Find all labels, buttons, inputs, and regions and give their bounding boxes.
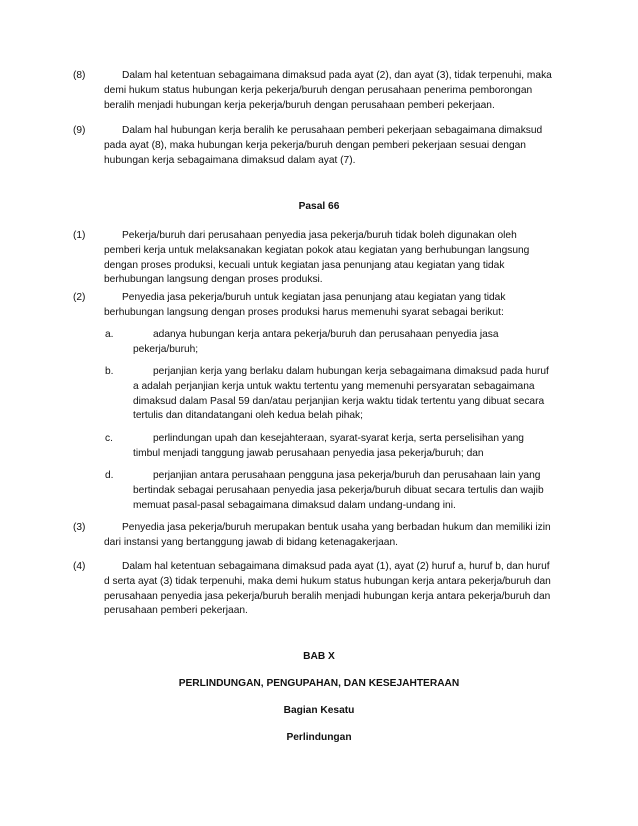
paragraph-line: dari instansi yang bertanggung jawab di bidang ketenagakerjaan.	[104, 536, 398, 548]
list-item-line: memuat pasal-pasal sebagaimana dimaksud dalam undang-undang ini.	[133, 499, 456, 511]
paragraph-line: dengan proses produksi, kecuali untuk kegiatan jasa penunjang atau kegiatan yang tidak	[104, 259, 505, 271]
paragraph-line: pemberi kerja untuk melaksanakan kegiatan pokok atau kegiatan yang berhubungan langsung	[104, 244, 530, 256]
list-item-line: perlindungan upah dan kesejahteraan, syarat-syarat kerja, serta perselisihan yang	[153, 433, 524, 444]
paragraph-line: pada ayat (8), maka hubungan kerja pekerja/buruh dengan pemberi pekerjaan sesuai dengan	[104, 139, 526, 151]
article-title: Pasal 66	[298, 201, 340, 212]
list-item-line: pekerja/buruh;	[133, 343, 199, 355]
list-item-line: bertindak sebagai perusahaan penyedia jasa pekerja/buruh dibuat secara tertulis dan wajib	[133, 484, 544, 496]
paragraph-line: Penyedia jasa pekerja/buruh untuk kegiatan jasa penunjang atau kegiatan yang tidak	[122, 292, 506, 303]
paragraph-1	[0, 229, 638, 288]
chapter-title: PERLINDUNGAN, PENGUPAHAN, DAN KESEJAHTERAAN	[178, 678, 460, 689]
paragraph-line: demi hukum status hubungan kerja pekerja/buruh dengan perusahaan penerima pemborongan	[104, 84, 533, 96]
paragraph-line: beralih menjadi hubungan kerja pekerja/buruh dengan perusahaan pemberi pekerjaan.	[104, 99, 495, 111]
list-item-line: adanya hubungan kerja antara pekerja/buruh dan perusahaan penyedia jasa	[153, 329, 499, 340]
paragraph-line: hubungan kerja sebagaimana dimaksud dalam ayat (7).	[104, 154, 356, 166]
list-item-letter: c.	[105, 433, 113, 444]
paragraph-line: perusahaan pemberi pekerjaan.	[104, 605, 248, 617]
list-item-line: perjanjian antara perusahaan pengguna jasa pekerja/buruh dan perusahaan lain yang	[153, 470, 541, 481]
paragraph-line: Dalam hal ketentuan sebagaimana dimaksud pada ayat (2), dan ayat (3), tidak terpenuhi, maka	[122, 70, 552, 81]
list-item-letter: d.	[105, 470, 114, 481]
paragraph-line: Dalam hal hubungan kerja beralih ke perusahaan pemberi pekerjaan sebagaimana dimaksud	[122, 125, 543, 136]
list-item-letter: a.	[105, 329, 114, 340]
list-item-d	[0, 469, 638, 513]
list-item-line: timbul menjadi tanggung jawab perusahaan penyedia jasa pekerja/buruh; dan	[133, 447, 484, 459]
paragraph-line: d serta ayat (3) tidak terpenuhi, maka demi hukum status hubungan kerja antara pekerja/buruh dan	[104, 575, 551, 587]
list-item-c	[0, 432, 638, 462]
paragraph-number: (2)	[73, 292, 86, 303]
paragraph-2	[0, 291, 638, 321]
section-title: Bagian Kesatu	[283, 705, 355, 716]
paragraph-line: Pekerja/buruh dari perusahaan penyedia jasa pekerja/buruh tidak boleh digunakan oleh	[122, 230, 517, 241]
section-subtitle: Perlindungan	[286, 732, 352, 743]
paragraph-number: (3)	[73, 522, 86, 533]
paragraph-number: (9)	[73, 125, 86, 136]
list-item-line: dimaksud dalam Pasal 59 dan/atau perjanjian kerja waktu tidak tertentu yang dibuat secara	[133, 395, 545, 407]
list-item-a	[0, 328, 638, 358]
list-item-b	[0, 365, 638, 424]
list-item-line: perjanjian kerja yang berlaku dalam hubungan kerja sebagaimana dimaksud pada huruf	[153, 366, 549, 377]
paragraph-number: (4)	[73, 561, 86, 572]
list-item-line: tertulis dan ditandatangani oleh kedua belah pihak;	[133, 410, 363, 422]
paragraph-number: (1)	[73, 230, 86, 241]
list-item-letter: b.	[105, 366, 114, 377]
paragraph-3	[0, 521, 638, 551]
paragraph-4	[0, 560, 638, 619]
chapter-number: BAB X	[303, 651, 335, 662]
list-item-line: a adalah perjanjian kerja untuk waktu tertentu yang memenuhi persyaratan sebagaimana	[133, 380, 535, 392]
paragraph-8	[0, 69, 638, 113]
paragraph-number: (8)	[73, 70, 86, 81]
paragraph-line: perusahaan penyedia jasa pekerja/buruh beralih menjadi hubungan kerja antara pekerja/buruh dan	[104, 590, 551, 602]
paragraph-line: berhubungan langsung dengan proses produksi.	[104, 274, 323, 286]
paragraph-line: berhubungan langsung dengan proses produksi harus memenuhi syarat sebagai berikut:	[104, 306, 504, 318]
paragraph-line: Penyedia jasa pekerja/buruh merupakan bentuk usaha yang berbadan hukum dan memiliki izin	[122, 522, 551, 533]
paragraph-line: Dalam hal ketentuan sebagaimana dimaksud pada ayat (1), ayat (2) huruf a, huruf b, dan huruf	[122, 561, 550, 572]
paragraph-9	[0, 124, 638, 168]
